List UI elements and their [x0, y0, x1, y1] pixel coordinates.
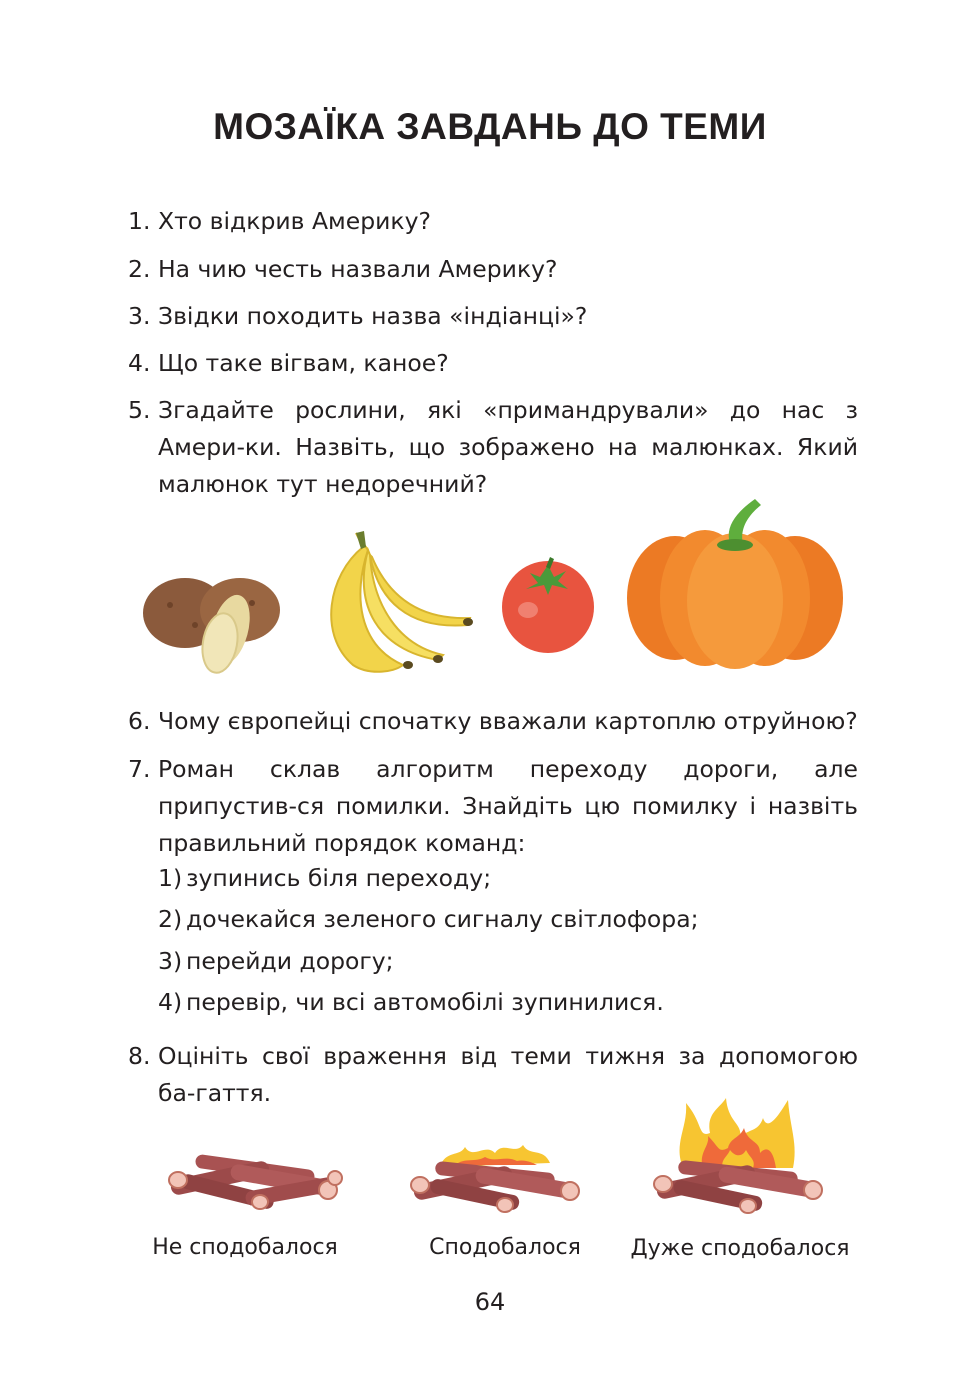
rating-label-like: Сподобалося	[429, 1235, 581, 1260]
question-1	[128, 203, 858, 240]
question-number: 3.	[128, 302, 151, 330]
step-text: дочекайся зеленого сигналу світлофора;	[186, 905, 699, 933]
rating-label-love: Дуже сподобалося	[630, 1236, 850, 1261]
question-number: 8.	[128, 1042, 151, 1070]
question-4	[128, 345, 858, 382]
question-text: Чому європейці спочатку вважали картоплю отруйною?	[158, 707, 858, 735]
question-6	[128, 703, 858, 740]
logs-big-fire-icon	[648, 1098, 828, 1218]
step-number: 3)	[158, 947, 183, 975]
question-text: Звідки походить назва «індіанці»?	[158, 302, 588, 330]
question-text: Оцініть свої враження від теми тижня за допомогою ба-гаття.	[158, 1042, 858, 1107]
logs-no-fire-icon	[160, 1150, 345, 1215]
pumpkin-icon	[625, 493, 845, 673]
page-number: 64	[474, 1288, 506, 1316]
question-number: 7.	[128, 755, 151, 783]
question-text: Що таке вігвам, каное?	[158, 349, 449, 377]
question-5	[128, 392, 858, 503]
page-title: МОЗАЇКА ЗАВДАНЬ ДО ТЕМИ	[213, 106, 767, 147]
question-number: 6.	[128, 707, 151, 735]
step-number: 2)	[158, 905, 183, 933]
step-number: 4)	[158, 988, 183, 1016]
question-text: На чию честь назвали Америку?	[158, 255, 558, 283]
rating-label-dislike: Не сподобалося	[152, 1235, 338, 1260]
step-3	[158, 943, 394, 980]
step-text: зупинись біля переходу;	[186, 864, 492, 892]
logs-small-fire-icon	[405, 1135, 585, 1215]
question-number: 5.	[128, 396, 151, 424]
step-4	[158, 984, 664, 1021]
question-text: Хто відкрив Америку?	[158, 207, 431, 235]
question-text: Роман склав алгоритм переходу дороги, але припустив-ся помилки. Знайдіть цю помилку і назвіть правильний порядок команд:	[158, 755, 858, 857]
question-number: 1.	[128, 207, 151, 235]
question-3	[128, 298, 858, 335]
question-2	[128, 251, 858, 288]
question-text: Згадайте рослини, які «примандрували» до нас з Амери-ки. Назвіть, що зображено на малюнках. Який малюнок тут недоречний?	[158, 396, 858, 498]
step-1	[158, 860, 491, 897]
question-7	[128, 751, 858, 862]
question-number: 2.	[128, 255, 151, 283]
potato-icon	[140, 565, 285, 677]
tomato-icon	[500, 555, 600, 655]
step-text: перевір, чи всі автомобілі зупинилися.	[186, 988, 664, 1016]
step-2	[158, 901, 699, 938]
step-text: перейди дорогу;	[186, 947, 394, 975]
banana-icon	[308, 525, 478, 675]
question-number: 4.	[128, 349, 151, 377]
step-number: 1)	[158, 864, 183, 892]
